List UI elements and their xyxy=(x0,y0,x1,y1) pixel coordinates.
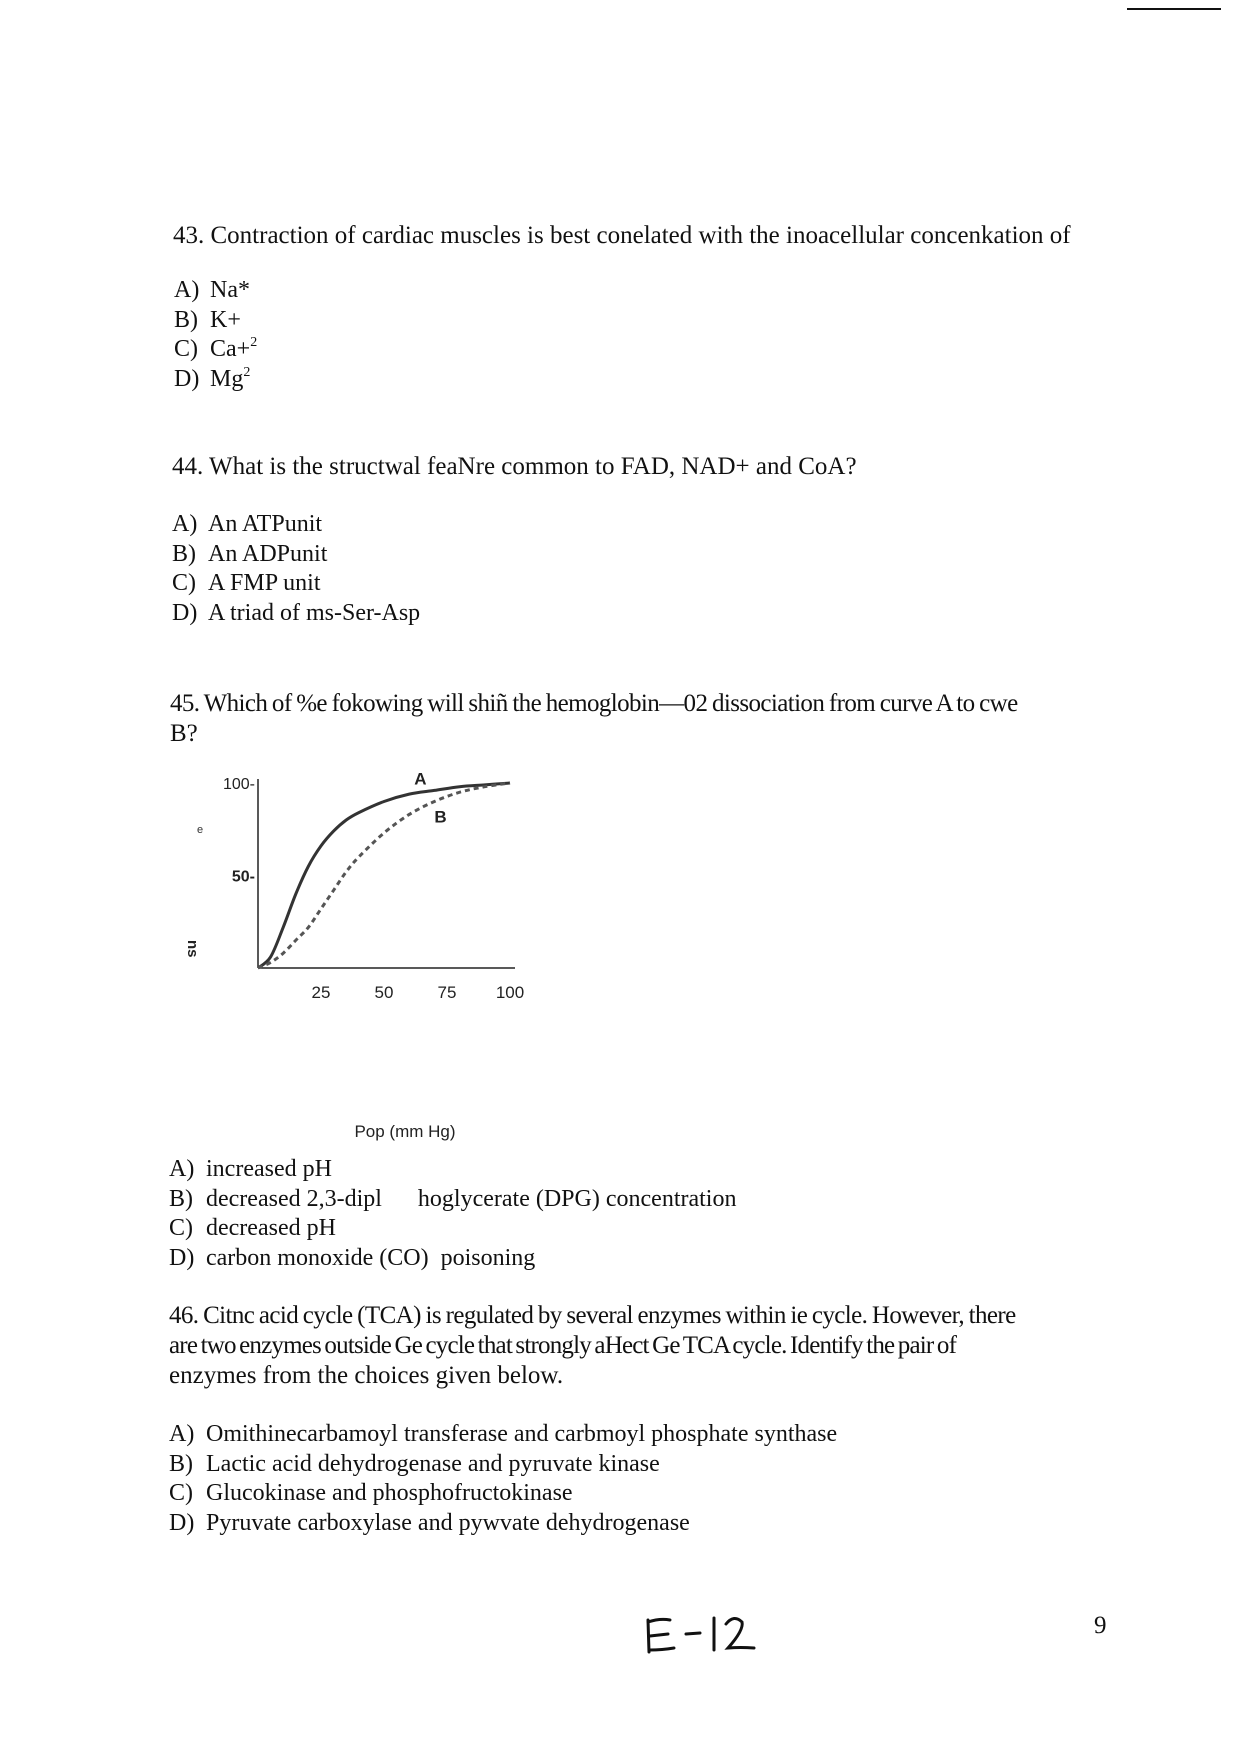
y-tick-100: 100- xyxy=(222,776,255,793)
option-b: B) decreased 2,3-dipl hoglycerate (DPG) concentration xyxy=(169,1185,737,1212)
oxygen-dissociation-chart xyxy=(180,760,620,1150)
question-44-text: 44. What is the structwal feaNre common to FAD, NAD+ and CoA? xyxy=(172,453,857,480)
x-tick-75: 75 xyxy=(437,983,457,1002)
option-c: C) Ca+$^2$ xyxy=(174,335,258,362)
handwritten-page-code xyxy=(640,1610,770,1665)
question-46-options xyxy=(169,1420,837,1538)
option-d: D) A triad of ms-Ser-Asp xyxy=(172,599,421,626)
question-46-line-2: are two enzymes outside Ge cycle that strongly aHect Ge TCA cycle. Identify the pair of xyxy=(169,1332,957,1359)
question-46-line-3: enzymes from the choices given below. xyxy=(169,1362,564,1389)
option-a: A) Omithinecarbamoyl transferase and carbmoyl phosphate synthase xyxy=(169,1421,838,1447)
option-d: D) carbon monoxide (CO) poisoning xyxy=(169,1244,536,1271)
option-a: A) increased pH xyxy=(169,1156,332,1182)
curve-a-label: A xyxy=(414,769,427,789)
question-43-text: 43. Contraction of cardiac muscles is best conelated with the inoacellular concenkation of xyxy=(173,222,1071,249)
option-b: B) An ADPunit xyxy=(172,540,328,567)
x-axis-label: Pop (mm Hg) xyxy=(354,1122,456,1141)
option-a: A) An ATPunit xyxy=(172,511,323,537)
question-46-line-1: 46. Citnc acid cycle (TCA) is regulated by several enzymes within ie cycle. However, there xyxy=(169,1302,1016,1329)
option-d: D) Pyruvate carboxylase and pywvate dehydrogenase xyxy=(169,1509,690,1536)
question-45-line-2: B? xyxy=(170,720,198,747)
stray-mark: e xyxy=(197,824,204,836)
y-axis-label: ns xyxy=(184,940,201,958)
curve-b-line xyxy=(258,783,510,968)
question-45-line-1: 45. Which of %e fokowing will shiñ the hemoglobin—02 dissociation from curve A to cwe xyxy=(170,690,1018,717)
chart-svg xyxy=(180,760,620,1150)
handwritten-e-12-mark xyxy=(640,1610,770,1660)
question-45-options xyxy=(169,1155,736,1273)
x-tick-25: 25 xyxy=(311,983,331,1002)
option-c: C) A FMP unit xyxy=(172,570,321,596)
curve-b-label: B xyxy=(434,807,447,827)
y-tick-50: 50- xyxy=(231,868,255,886)
page-number: 9 xyxy=(1094,1612,1107,1639)
option-b: B) K+ xyxy=(174,306,241,333)
option-b: B) Lactic acid dehydrogenase and pyruvate kinase xyxy=(169,1450,660,1477)
top-rule xyxy=(1127,8,1221,10)
option-c: C) decreased pH xyxy=(169,1215,336,1241)
x-tick-100: 100 xyxy=(495,983,525,1002)
option-d: D) Mg$^2$ xyxy=(174,364,251,392)
question-43-options xyxy=(174,276,257,394)
question-44-options xyxy=(172,510,420,628)
x-tick-50: 50 xyxy=(374,983,394,1002)
option-c: C) Glucokinase and phosphofructokinase xyxy=(169,1480,573,1506)
option-a: A) Na* xyxy=(174,277,250,303)
